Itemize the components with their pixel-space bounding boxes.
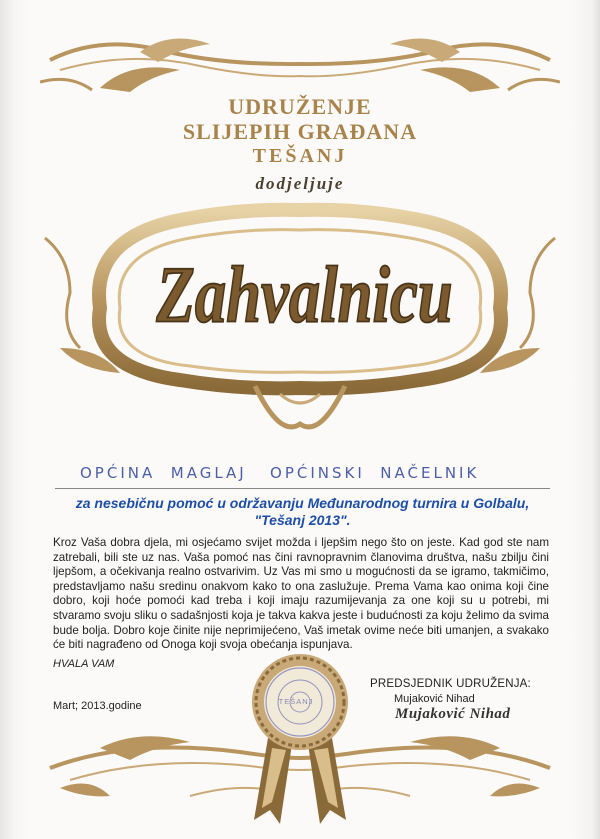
thanks-text: HVALA VAM (53, 658, 115, 670)
stamp-text: TEŠANJ (278, 697, 314, 706)
date-text: Mart; 2013.godine (53, 700, 142, 712)
president-title: PREDSJEDNIK UDRUŽENJA: (370, 678, 531, 690)
org-name-line1: UDRUŽENJE (228, 94, 372, 119)
awards-verb: dodjeljuje (255, 174, 345, 193)
recipient-handwritten: OPĆINA MAGLAJ OPĆINSKI NAČELNIK (80, 464, 480, 482)
body-paragraph: Kroz Vaša dobra djela, mi osjećamo svijet možda i ljepšim nego što on jeste. Kad god ste nam zatrebali, bili ste uz nas. Vaša pomoć nas čini ravnopravnim članovima društva, našu zbilju čini ljepšom, a očekivanja realno ostvarivim. Uz Vas mi smo u mogućnosti da se igramo, takmičimo, predstavljamo našu sredinu onakvom kako to ona zaslužuje. Prema Vama kao onima koji čine dobro, koji hoće pomoći kad treba i koji imaju razumijevanja za one koji su u potrebi, mi stvaramo svoju sliku o sadašnjosti koja je takva kakva jeste i budućnosti za koju želimo da svima bude bolja. Dobro koje činite nije neprimijećeno, Vaš imetak ovime neće biti umanjen, a svakako će biti nagrađeno od Onoga koji svoja obećanja ispunjava. (53, 536, 549, 652)
reason-text (45, 495, 560, 529)
title-frame (40, 198, 560, 438)
org-name-line3: TEŠANJ (252, 145, 348, 167)
reason-line1: za nesebičnu pomoć u održavanju Međunarodnog turnira u Golbalu, (75, 495, 530, 511)
president-name: Mujaković Nihad (394, 693, 475, 705)
certificate-title: Zahvalnicu (156, 250, 453, 340)
org-name-line2: SLIJEPIH GRAĐANA (182, 119, 418, 144)
reason-line2: "Tešanj 2013". (254, 512, 351, 528)
president-signature: Mujaković Nihad (395, 706, 511, 722)
recipient-underline (55, 488, 550, 489)
